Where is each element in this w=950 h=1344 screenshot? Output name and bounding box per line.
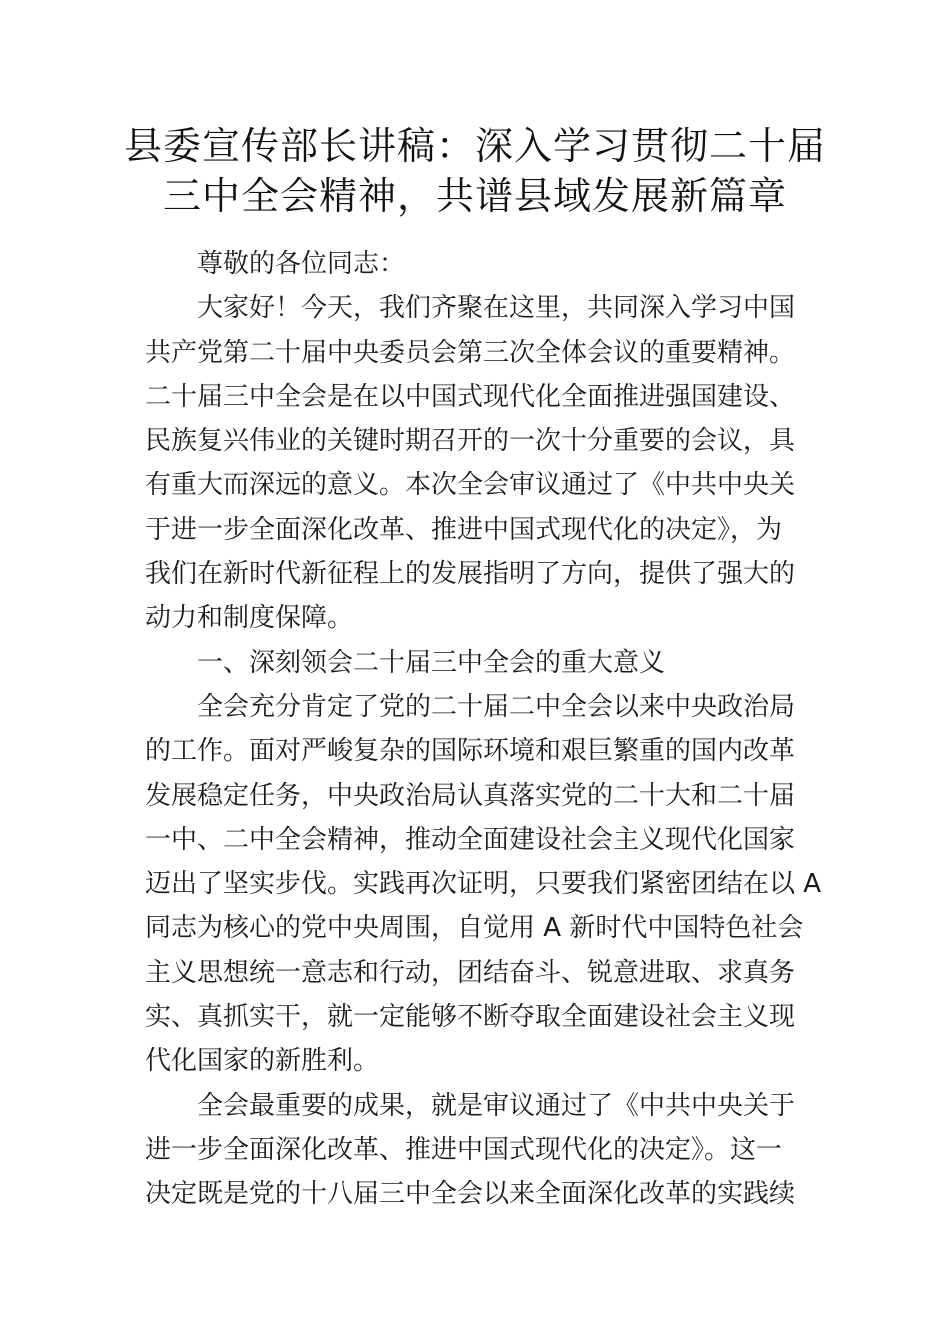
paragraph-line: 全会充分肯定了党的二十届二中全会以来中央政治局: [197, 691, 796, 722]
document-title-line-2: 三中全会精神，共谱县域发展新篇章: [162, 174, 787, 218]
paragraph-line: 二十届三中全会是在以中国式现代化全面推进强国建设、: [145, 381, 796, 412]
section-heading: 一、深刻领会二十届三中全会的重大意义: [197, 647, 666, 678]
paragraph-line: 发展稳定任务，中央政治局认真落实党的二十大和二十届: [145, 780, 796, 811]
paragraph-line: 我们在新时代新征程上的发展指明了方向，提供了强大的: [145, 559, 796, 590]
paragraph-line: 共产党第二十届中央委员会第三次全体会议的重要精神。: [145, 337, 796, 368]
paragraph-line: 于进一步全面深化改革、推进中国式现代化的决定》，为: [145, 514, 783, 545]
paragraph-line: 代化国家的新胜利。: [145, 1046, 380, 1077]
paragraph-line: 实、真抓实干，就一定能够不断夺取全面建设社会主义现: [145, 1002, 796, 1033]
paragraph-line: 的工作。面对严峻复杂的国际环境和艰巨繁重的国内改革: [145, 736, 796, 767]
document-title-line-1: 县委宣传部长讲稿：深入学习贯彻二十届: [123, 124, 826, 168]
paragraph-line: 动力和制度保障。: [145, 603, 354, 634]
paragraph-line: 主义思想统一意志和行动，团结奋斗、锐意进取、求真务: [145, 957, 796, 988]
paragraph-line: 决定既是党的十八届三中全会以来全面深化改革的实践续: [145, 1179, 796, 1210]
salutation: 尊敬的各位同志：: [197, 249, 406, 279]
paragraph-line: 一中、二中全会精神，推动全面建设社会主义现代化国家: [145, 824, 796, 855]
paragraph-line: 同志为核心的党中央周围，自觉用 A 新时代中国特色社会: [145, 913, 804, 944]
paragraph-line: 全会最重要的成果，就是审议通过了《中共中央关于: [197, 1090, 796, 1121]
paragraph-line: 进一步全面深化改革、推进中国式现代化的决定》。这一: [145, 1134, 783, 1165]
document-body: [145, 242, 822, 1217]
paragraph-line: 有重大而深远的意义。本次全会审议通过了《中共中央关: [145, 470, 796, 501]
paragraph-line: 迈出了坚实步伐。实践再次证明，只要我们紧密团结在以 A: [145, 869, 822, 900]
paragraph-line: 民族复兴伟业的关键时期召开的一次十分重要的会议，具: [145, 426, 796, 457]
paragraph-line: 大家好！今天，我们齐聚在这里，共同深入学习中国: [197, 293, 796, 324]
